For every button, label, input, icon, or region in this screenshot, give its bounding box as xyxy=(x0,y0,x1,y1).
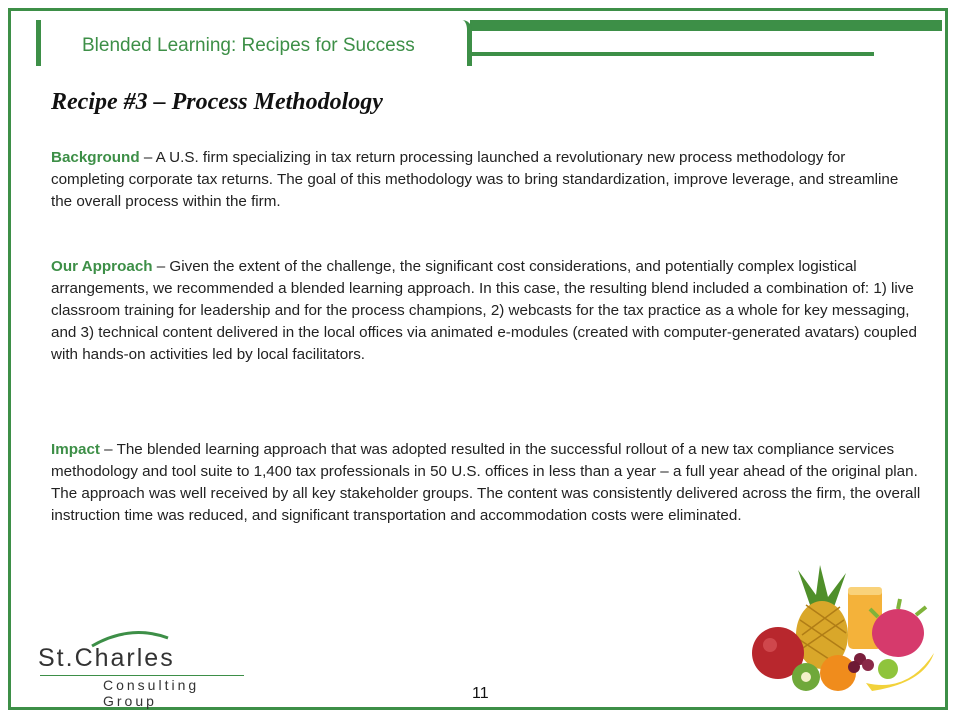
approach-paragraph xyxy=(51,256,921,366)
fruit-image xyxy=(748,565,938,695)
impact-paragraph xyxy=(51,439,921,527)
logo-divider xyxy=(40,675,244,676)
header-bar-top xyxy=(470,20,942,31)
impact-text: – The blended learning approach that was adopted resulted in the successful rollout of a new tax compliance services methodology and tool suite to 1,400 tax professionals in 50 U.S. offices in less than a year – a full year ahead of the original plan. The approach was well received by all key stakeholder groups. The content was consistently delivered across the firm, the overall instruction time was reduced, and significant transportation and accommodation costs were eliminated. xyxy=(51,441,921,524)
background-paragraph xyxy=(51,147,921,213)
header-title: Blended Learning: Recipes for Success xyxy=(82,35,415,56)
approach-label: Our Approach xyxy=(51,258,153,275)
company-logo xyxy=(38,622,258,709)
background-label: Background xyxy=(51,149,140,166)
approach-text: – Given the extent of the challenge, the significant cost considerations, and potentially complex logistical arrangements, we recommended a blended learning approach. In this case, the resulting blend included a combination of: 1) live classroom training for leadership and for the process champions, 2) webcasts for the tax practice as a whole for key messaging, and 3) technical content delivered in the local offices via animated e-modules (created with computer-generated avatars) coupled with hands-on activities led by local facilitators. xyxy=(51,258,917,363)
logo-name: St.Charles xyxy=(38,644,175,672)
header-bar-underline xyxy=(470,52,874,56)
background-text: – A U.S. firm specializing in tax return processing launched a revolutionary new process methodology for completing corporate tax returns. The goal of this methodology was to bring standardization, improve leverage, and streamline the overall process within the firm. xyxy=(51,149,899,210)
slide-heading: Recipe #3 – Process Methodology xyxy=(51,89,383,115)
page-number: 11 xyxy=(472,685,489,702)
impact-label: Impact xyxy=(51,441,100,458)
logo-tagline: Consulting Group xyxy=(103,677,200,709)
